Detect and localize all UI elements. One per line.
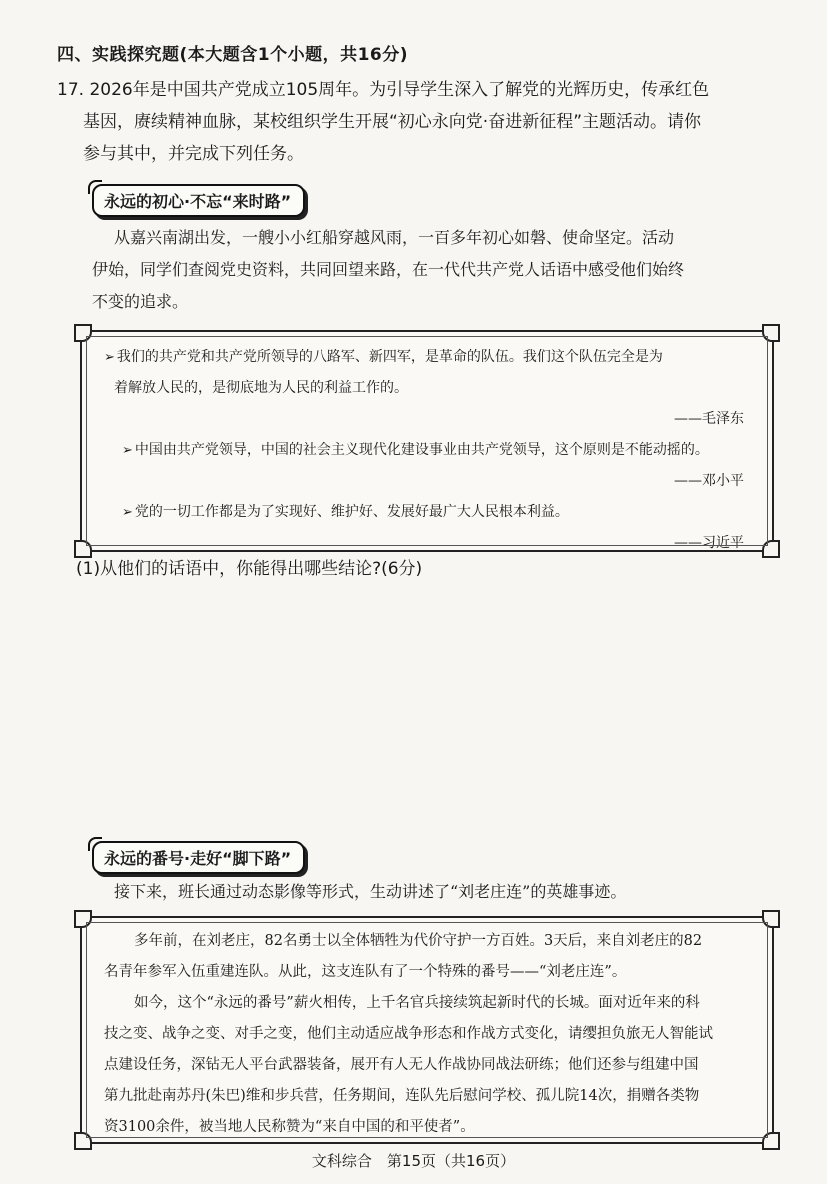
quote-deng: ➢ 中国由共产党领导，中国的社会主义现代化建设事业由共产党领导，这个原则是不能动摇的。 ——邓小平 (104, 435, 750, 497)
story-para-2-line-2: 技之变、战争之变、对手之变，他们主动适应战争形态和作战方式变化，请缨担负旅无人智能试 (104, 1026, 713, 1042)
quotes-frame (80, 330, 774, 552)
sub-question-1: (1)从他们的话语中，你能得出哪些结论?(6分) (76, 559, 423, 579)
story-para-1-line-2: 名青年参军入伍重建连队。从此，这支连队有了一个特殊的番号——“刘老庄连”。 (104, 964, 627, 980)
part2-tag: 永远的番号·走好“脚下路” (92, 841, 305, 874)
arrow-bullet-icon: ➢ (122, 443, 133, 458)
quote-author: ——习近平 (674, 535, 744, 551)
part1-para-line-3: 不变的追求。 (92, 292, 189, 311)
story-para-2-line-3: 点建设任务，深钻无人平台武器装备，展开有人无人作战协同战法研练；他们还参与组建中国 (104, 1057, 699, 1073)
part1-paragraph (92, 222, 772, 318)
arrow-bullet-icon: ➢ (104, 350, 115, 365)
quote-mao: ➢ 我们的共产党和共产党所领导的八路军、新四军，是革命的队伍。我们这个队伍完全是为 着解放人民的，是彻底地为人民的利益工作的。 ——毛泽东 (104, 342, 750, 435)
story-frame (80, 916, 774, 1144)
story-para-2-line-1: 如今，这个“永远的番号”薪火相传，上千名官兵接续筑起新时代的长城。面对近年来的科 (134, 995, 700, 1011)
part1-tag: 永远的初心·不忘“来时路” (92, 184, 305, 217)
intro-line-3: 参与其中，并完成下列任务。 (83, 144, 304, 164)
question-intro (57, 74, 769, 170)
quote-author: ——毛泽东 (674, 411, 744, 427)
part1-para-line-2: 伊始，同学们查阅党史资料，共同回望来路，在一代代共产党人话语中感受他们始终 (92, 260, 685, 279)
question-number: 17. (57, 80, 85, 100)
arrow-bullet-icon: ➢ (122, 505, 133, 520)
story-para-2-line-5: 资3100余件，被当地人民称赞为“来自中国的和平使者”。 (104, 1119, 475, 1135)
quote-author: ——邓小平 (674, 473, 744, 489)
quote-xi: ➢ 党的一切工作都是为了实现好、维护好、发展好最广大人民根本利益。 ——习近平 (104, 497, 750, 559)
story-para-2-line-4: 第九批赴南苏丹(朱巴)维和步兵营，任务期间，连队先后慰问学校、孤儿院14次，捐赠各类物 (104, 1088, 700, 1104)
intro-line-2: 基因，赓续精神血脉，某校组织学生开展“初心永向党·奋进新征程”主题活动。请你 (83, 112, 702, 132)
intro-line-1: 2026年是中国共产党成立105周年。为引导学生深入了解党的光辉历史，传承红色 (89, 80, 710, 100)
page-footer: 文科综合 第15页（共16页） (311, 1152, 516, 1170)
part2-paragraph: 接下来，班长通过动态影像等形式，生动讲述了“刘老庄连”的英雄事迹。 (114, 882, 627, 901)
part1-para-line-1: 从嘉兴南湖出发，一艘小小红船穿越风雨，一百多年初心如磐、使命坚定。活动 (114, 228, 675, 247)
story-para-1-line-1: 多年前，在刘老庄，82名勇士以全体牺牲为代价守护一方百姓。3天后，来自刘老庄的82 (134, 933, 703, 949)
section-title: 四、实践探究题(本大题含1个小题，共16分) (57, 45, 409, 65)
